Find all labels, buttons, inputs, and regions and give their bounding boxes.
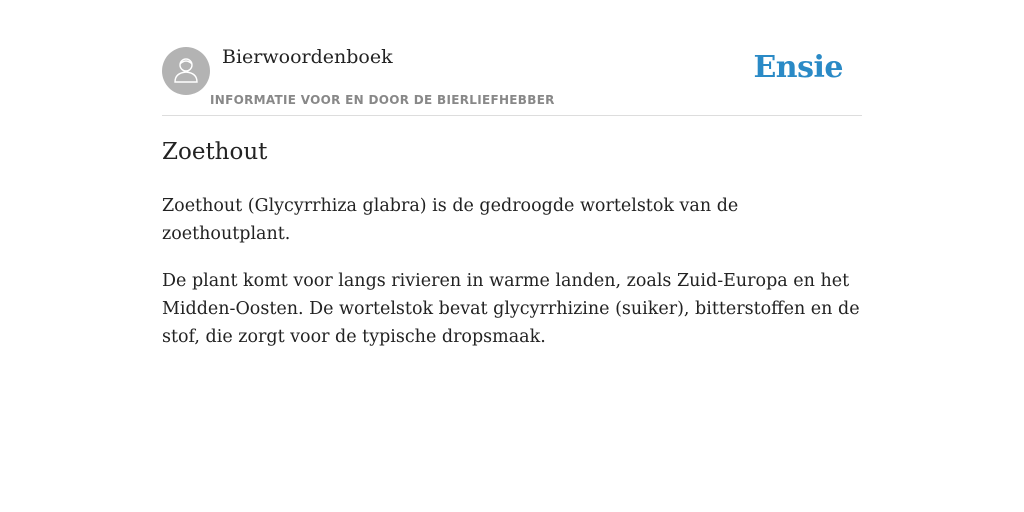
- tagline: INFORMATIE VOOR EN DOOR DE BIERLIEFHEBBER: [210, 93, 555, 107]
- page-container: [162, 0, 862, 347]
- site-name-link[interactable]: Bierwoordenboek: [222, 46, 393, 68]
- avatar[interactable]: [162, 47, 210, 95]
- page-title: Zoethout: [162, 139, 268, 165]
- header: [162, 0, 862, 116]
- site-name: [222, 46, 393, 68]
- ensie-logo[interactable]: Ensie: [753, 50, 843, 85]
- article-body: [162, 192, 862, 370]
- article-paragraph: De plant komt voor langs rivieren in warme landen, zoals Zuid-Europa en het Midden-Oosten. De wortelstok bevat glycyrrhizine (suiker), bitterstoffen en de stof, die zorgt voor de typische dropsmaak.: [162, 271, 860, 347]
- article-paragraph: Zoethout (Glycyrrhiza glabra) is de gedroogde wortelstok van de zoethoutplant.: [162, 196, 739, 244]
- user-icon: [171, 54, 201, 88]
